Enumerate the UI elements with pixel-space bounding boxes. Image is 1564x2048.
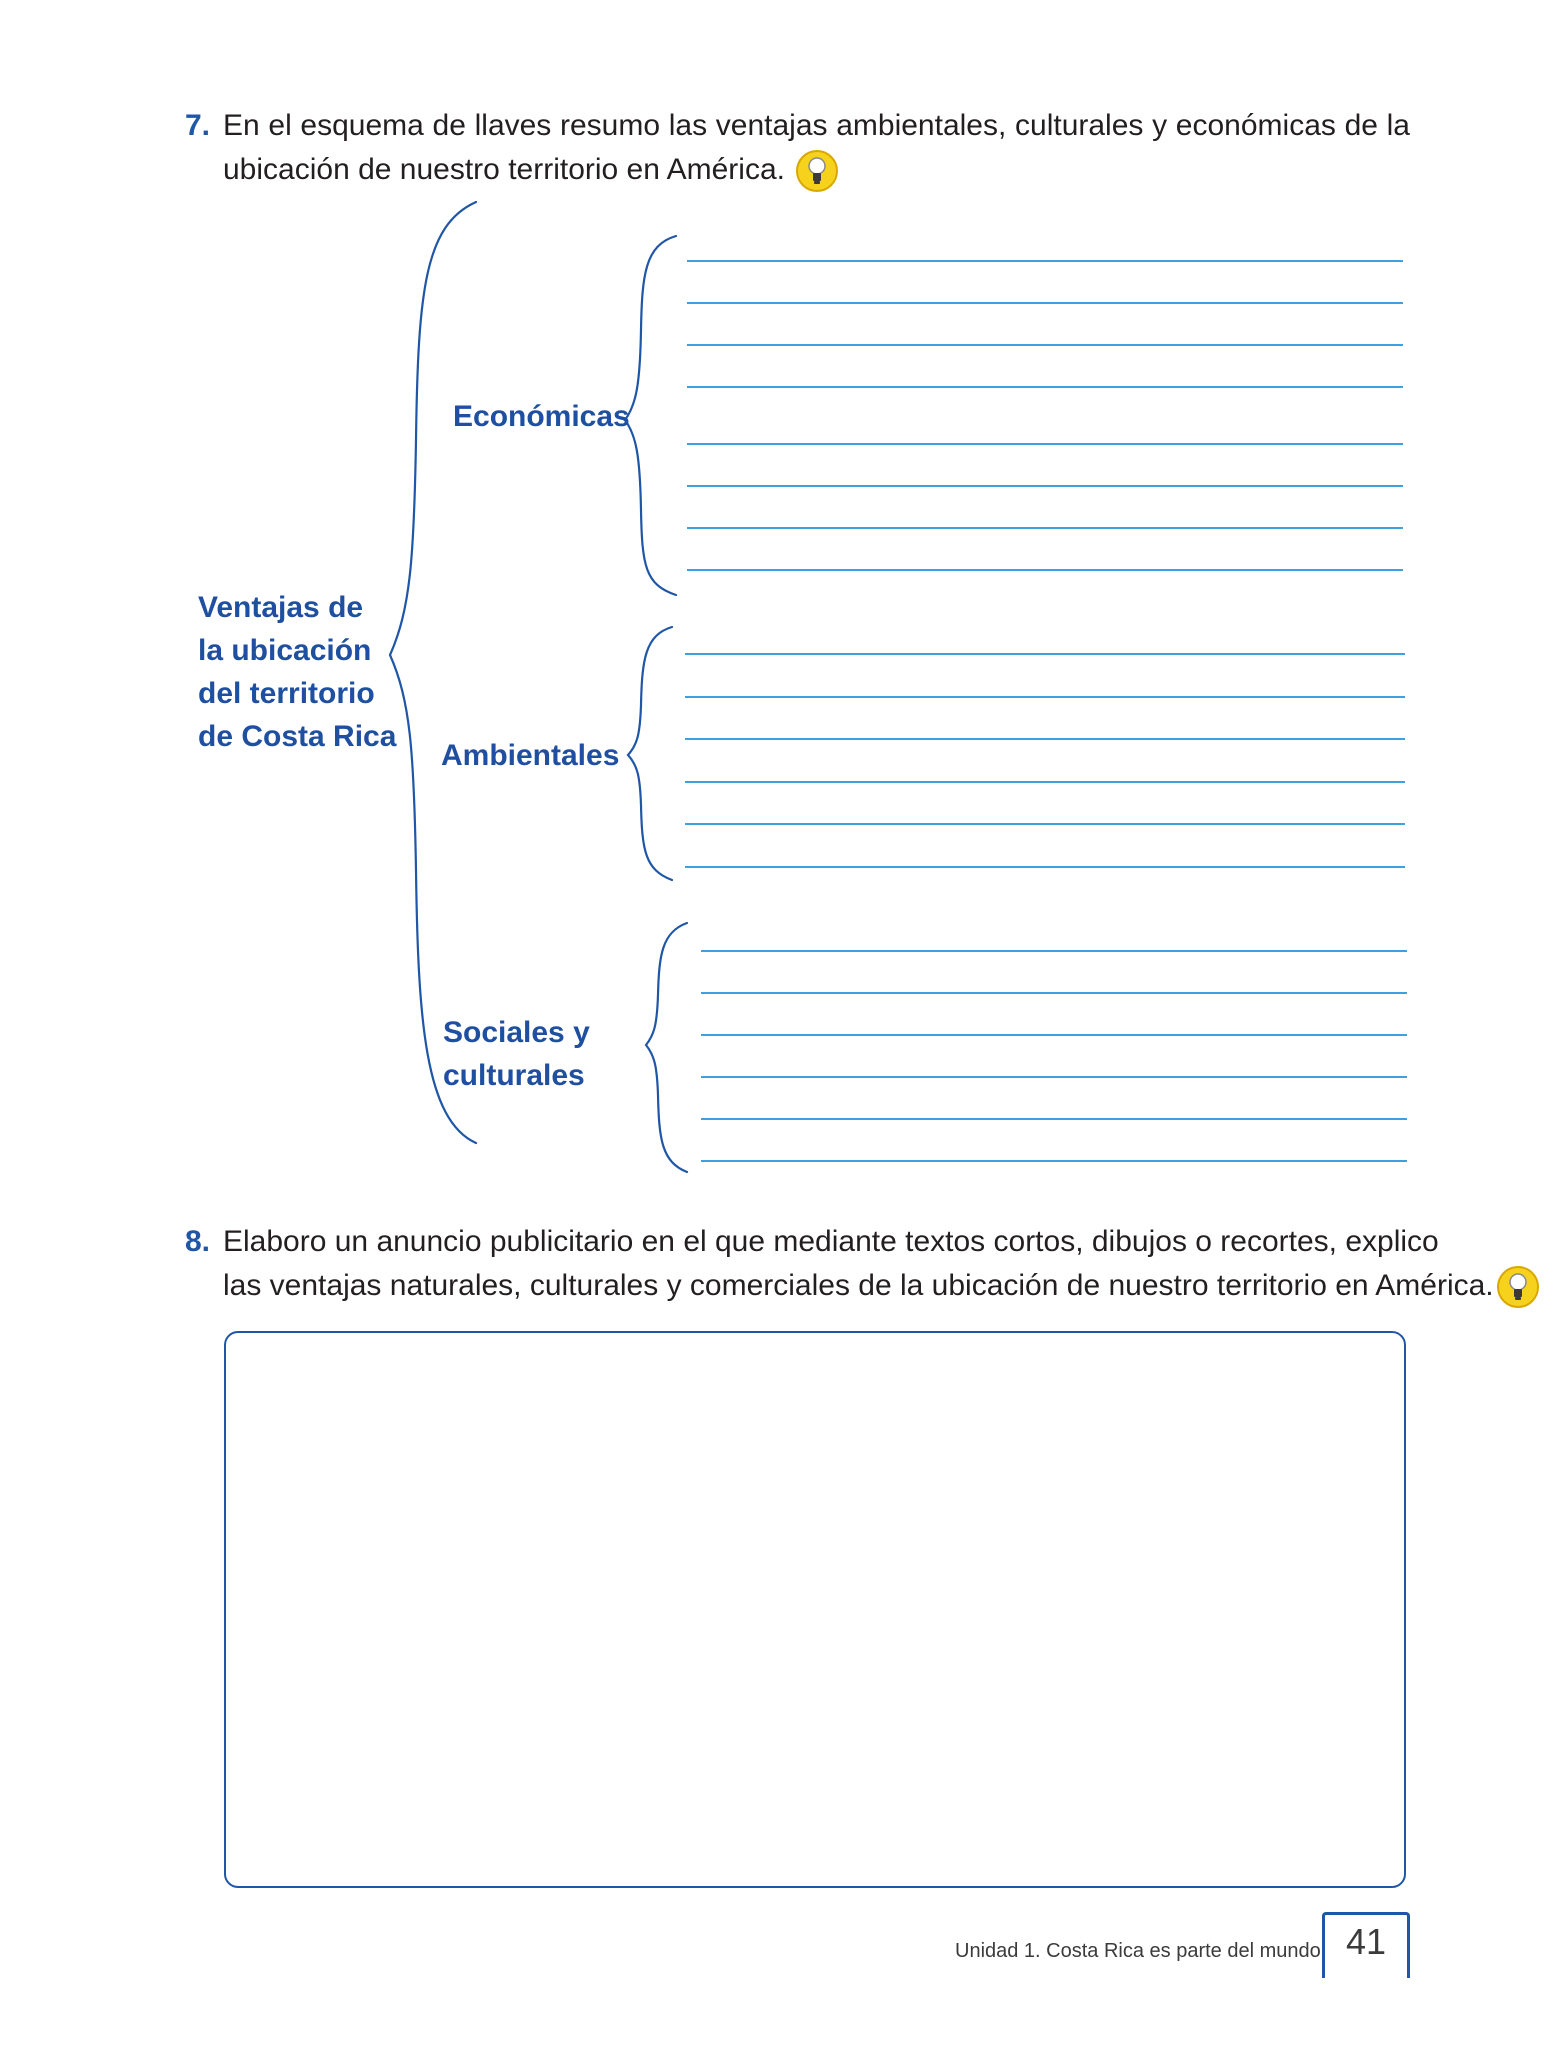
answer-line-sociales[interactable]: [701, 1076, 1407, 1078]
answer-line-economicas[interactable]: [687, 569, 1403, 571]
economicas-brace: [625, 236, 676, 595]
answer-line-sociales[interactable]: [701, 992, 1407, 994]
answer-line-sociales[interactable]: [701, 1160, 1407, 1162]
answer-line-economicas[interactable]: [687, 344, 1403, 346]
question-7-line-2: [223, 148, 1410, 193]
lightbulb-icon: [795, 149, 839, 193]
answer-line-economicas[interactable]: [687, 260, 1403, 262]
main-label-line: de Costa Rica: [198, 720, 397, 753]
sociales-brace: [646, 923, 687, 1172]
main-label: [198, 586, 396, 758]
answer-line-economicas[interactable]: [687, 485, 1403, 487]
question-8-line-2-text: las ventajas naturales, culturales y comerciales de la ubicación de nuestro territorio en América.: [223, 1269, 1494, 1302]
question-8-line-2: [223, 1264, 1494, 1309]
answer-line-economicas[interactable]: [687, 443, 1403, 445]
answer-line-ambientales[interactable]: [685, 866, 1405, 868]
question-7-line-1: En el esquema de llaves resumo las ventajas ambientales, culturales y económicas de la: [223, 109, 1410, 142]
answer-line-sociales[interactable]: [701, 950, 1407, 952]
main-brace: [390, 202, 476, 1143]
question-7: [185, 104, 1410, 193]
question-8-line-1: Elaboro un anuncio publicitario en el que mediante textos cortos, dibujos o recortes, explico: [223, 1225, 1439, 1258]
question-8-number: 8.: [185, 1225, 211, 1258]
sociales-label-line: culturales: [443, 1059, 585, 1092]
question-7-number: 7.: [185, 109, 211, 142]
main-label-line: del territorio: [198, 677, 375, 710]
question-7-line-2-text: ubicación de nuestro territorio en América.: [223, 153, 785, 186]
answer-line-ambientales[interactable]: [685, 653, 1405, 655]
answer-line-ambientales[interactable]: [685, 738, 1405, 740]
page-number: 41: [1322, 1912, 1410, 1978]
sociales-label: [443, 1011, 590, 1097]
ambientales-brace: [628, 627, 672, 880]
main-label-line: la ubicación: [198, 634, 372, 667]
main-label-line: Ventajas de: [198, 591, 364, 624]
economicas-label: Económicas: [453, 400, 630, 433]
ambientales-label: Ambientales: [441, 739, 620, 772]
advertisement-drawing-box[interactable]: [224, 1331, 1406, 1888]
question-8: [185, 1220, 1494, 1309]
answer-line-ambientales[interactable]: [685, 781, 1405, 783]
answer-line-ambientales[interactable]: [685, 696, 1405, 698]
answer-line-sociales[interactable]: [701, 1034, 1407, 1036]
answer-line-economicas[interactable]: [687, 386, 1403, 388]
answer-line-sociales[interactable]: [701, 1118, 1407, 1120]
answer-line-economicas[interactable]: [687, 302, 1403, 304]
lightbulb-icon: [1496, 1265, 1540, 1309]
unit-footer: Unidad 1. Costa Rica es parte del mundo: [955, 1940, 1321, 1962]
answer-line-economicas[interactable]: [687, 527, 1403, 529]
sociales-label-line: Sociales y: [443, 1016, 590, 1049]
answer-line-ambientales[interactable]: [685, 823, 1405, 825]
